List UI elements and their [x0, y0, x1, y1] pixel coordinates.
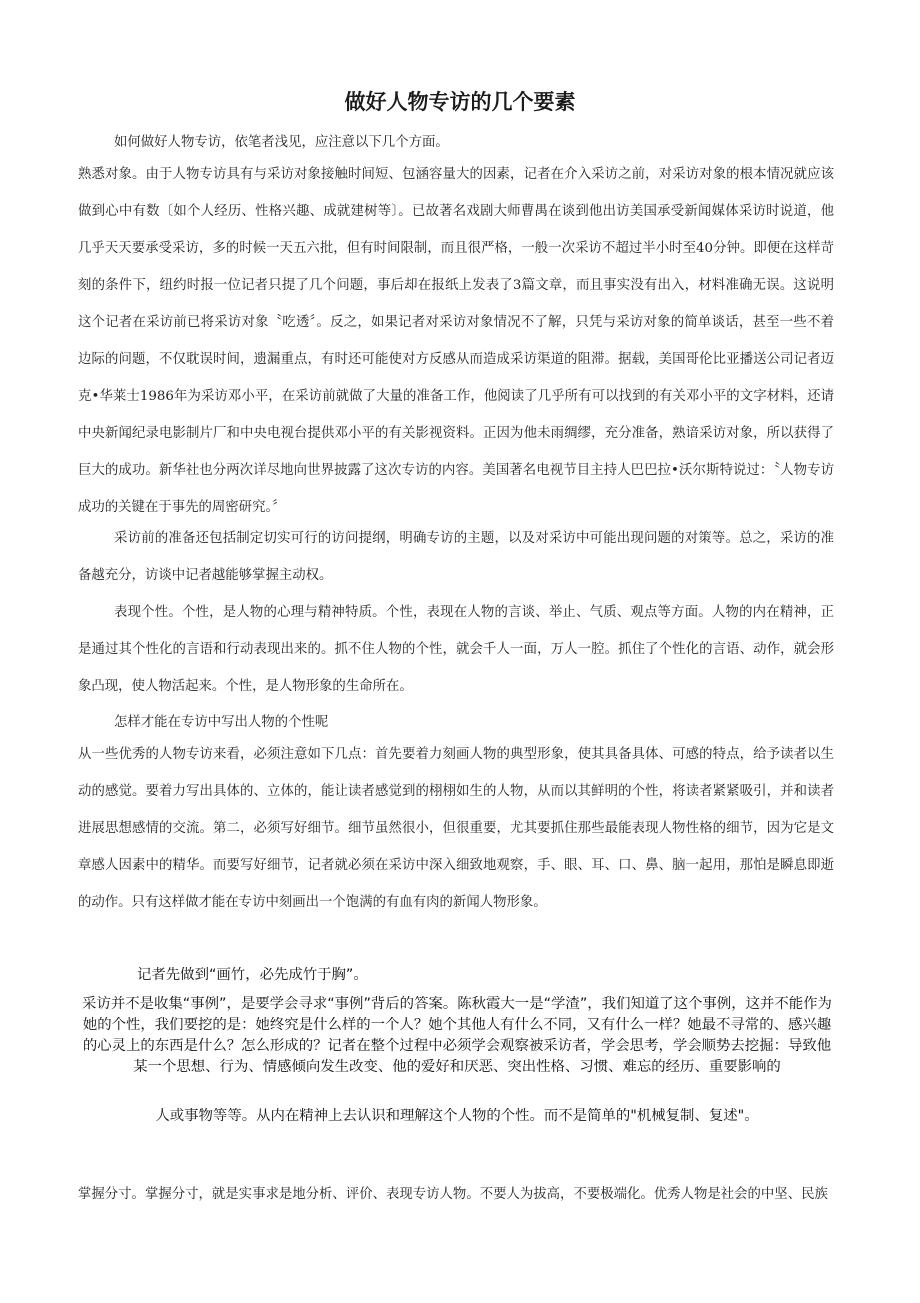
familiar-paragraph: 熟悉对象。由于人物专访具有与采访对象接触时间短、包涵容量大的因素，记者在介入采访之前，对采访对象的根本情况就应该做到心中有数〔如个人经历、性格兴趣、成就建树等〕。已故著名戏剧大师曹禺在谈到他出访美国承受新闻媒体采访时说道，他几乎天天要承受采访，多的时候一天五六批，但有时间限制，而且很严格，一般一次采访不超过半小时至40分钟。即便在这样苛刻的条件下，纽约时报一位记者只提了几个问题，事后却在报纸上发表了3篇文章，而且事实没有出入，材料准确无误。这说明这个记者在采访前已将采访对象〝吃透〞。反之，如果记者对采访对象情况不了解，只凭与采访对象的简单谈话，甚至一些不着边际的问题，不仅耽误时间，遗漏重点，有时还可能使对方反感从而造成采访渠道的阻滞。据载，美国哥伦比亚播送公司记者迈克•华莱士1986年为采访邓小平，在采访前就做了大量的准备工作，他阅读了几乎所有可以找到的有关邓小平的文字材料，还请中央新闻纪录电影制片厂和中央电视台提供邓小平的有关影视资料。正因为他未雨绸缪，充分准备，熟谙采访对象，所以获得了巨大的成功。新华社也分两次详尽地向世界披露了这次专访的内容。美国著名电视节目主持人巴巴拉•沃尔斯特说过：〝人物专访成功的关键在于事先的周密研究。〞: [78, 167, 834, 515]
measure-paragraph: 掌握分寸。掌握分寸，就是实事求是地分析、评价、表现专访人物。不要人为拔高，不要极端化。优秀人物是社会的中坚、民族: [78, 1187, 828, 1202]
bamboo-heading: 记者先做到“画竹，必先成竹于胸”。: [137, 967, 368, 983]
intro-paragraph: 如何做好人物专访，依笔者浅见，应注意以下几个方面。: [114, 135, 449, 150]
preparation-paragraph: 采访前的准备还包括制定切实可行的访问提纲，明确专访的主题，以及对采访中可能出现问题的对策等。总之，采访的准备越充分，访谈中记者越能够掌握主动权。: [78, 531, 834, 583]
answer-paragraph: 从一些优秀的人物专访来看，必须注意如下几点：首先要着力刻画人物的典型形象，使其具备具体、可感的特点，给予读者以生动的感觉。要着力写出具体的、立体的，能让读者感觉到的栩栩如生的人物，从而以其鲜明的个性，将读者紧紧吸引，并和读者进展思想感情的交流。第二，必须写好细节。细节虽然很小，但很重要，尤其要抓住那些最能表现人物性格的细节，因为它是文章感人因素中的精华。而要写好细节，记者就必须在采访中深入细致地观察，手、眼、耳、口、鼻、脑一起用，那怕是瞬息即逝的动作。只有这样做才能在专访中刻画出一个饱满的有血有肉的新闻人物形象。: [78, 747, 834, 910]
personality-paragraph: 表现个性。个性，是人物的心理与精神特质。个性，表现在人物的言谈、举止、气质、观点等方面。人物的内在精神，正是通过其个性化的言语和行动表现出来的。抓不住人物的个性，就会千人一面，万人一腔。抓住了个性化的言语、动作，就会形象凸现，使人物活起来。个性，是人物形象的生命所在。: [78, 605, 834, 694]
bamboo-body: 采访并不是收集“事例”，是要学会寻求“事例”背后的答案。陈秋霞大一是“学渣”，我们知道了这个事例，这并不能作为她的个性，我们要挖的是：她终究是什么样的一个人？她个其他人有什么不同，又有什么一样？她最不寻常的、感兴趣的心灵上的东西是什么？怎么形成的？记者在整个过程中必须学会观察被采访者，学会思考，学会顺势去挖掘：导致他某一个思想、行为、情感倾向发生改变、他的爱好和厌恶、突出性格、习惯、难忘的经历、重要影响的: [82, 996, 832, 1075]
bamboo-tail: 人或事物等等。从内在精神上去认识和理解这个人物的个性。而不是简单的"机械复制、复述"。: [155, 1108, 759, 1124]
question-line: 怎样才能在专访中写出人物的个性呢: [114, 715, 329, 730]
document-title: 做好人物专访的几个要素: [344, 90, 576, 114]
